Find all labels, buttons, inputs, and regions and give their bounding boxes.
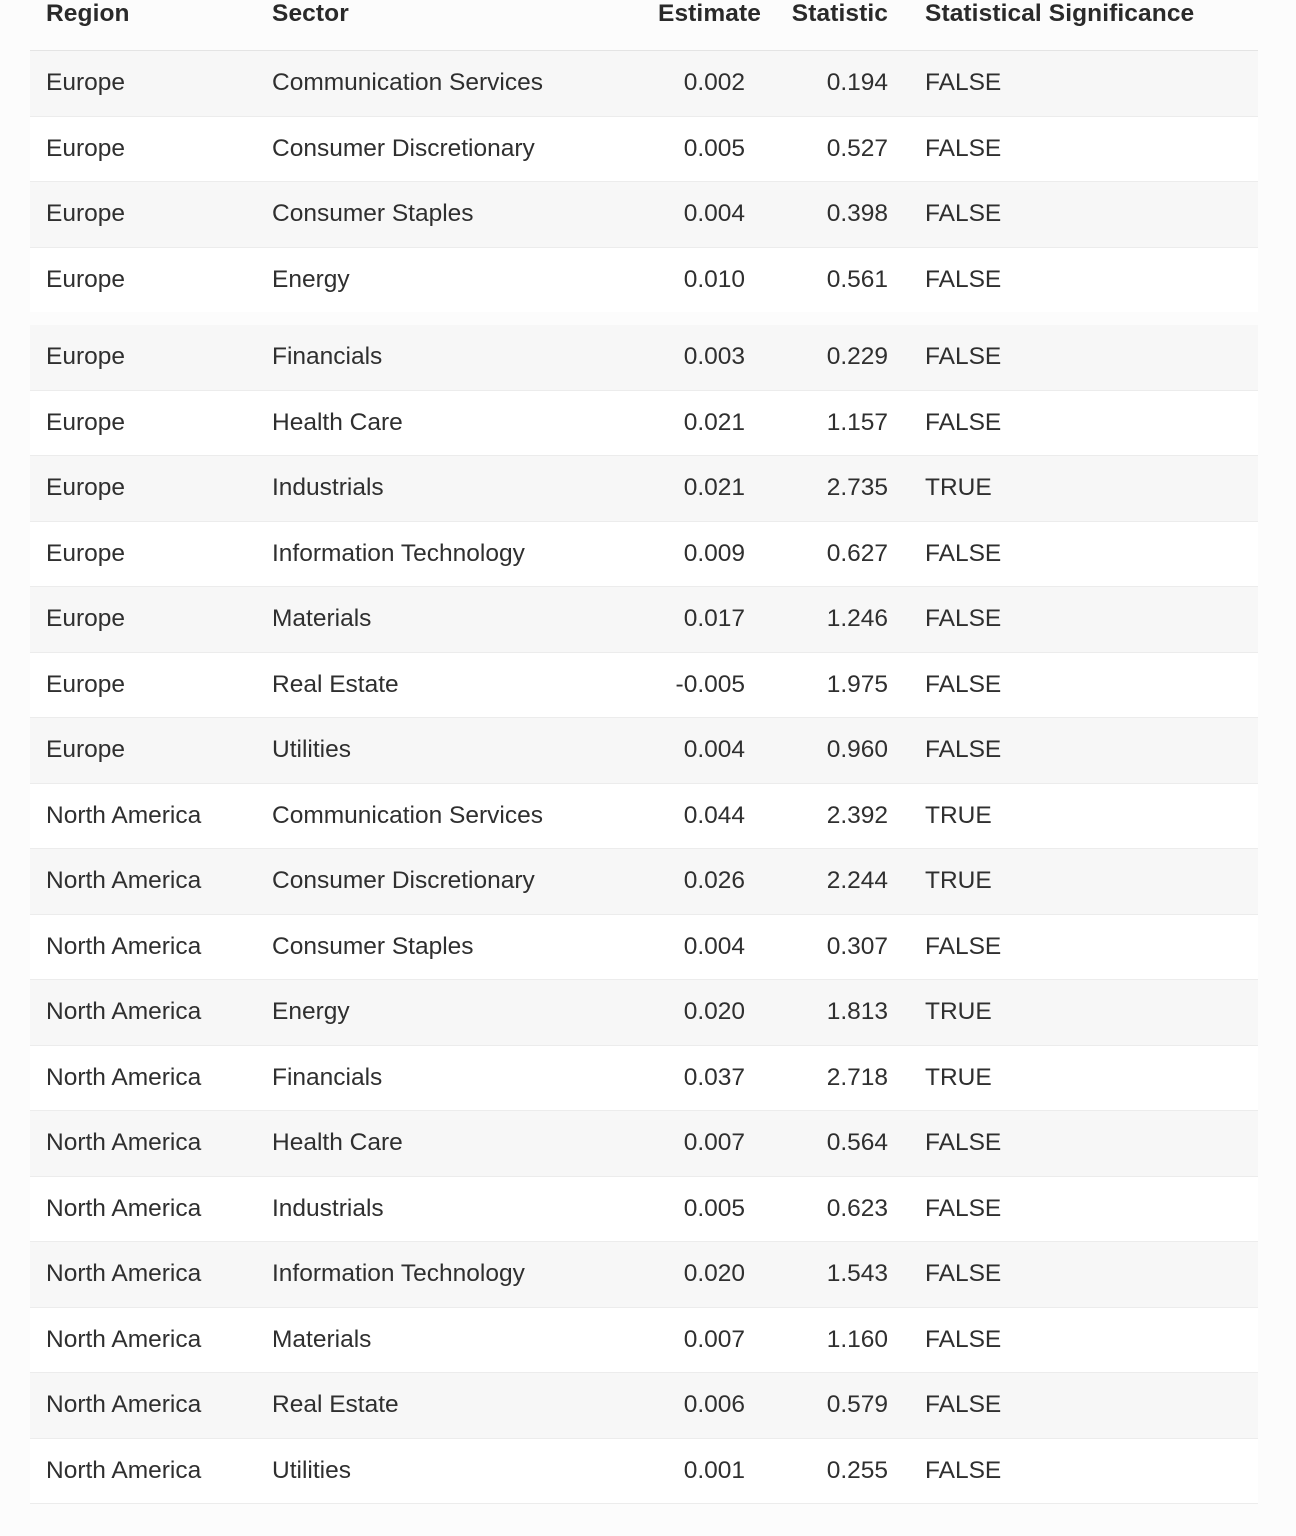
cell-statistic: 2.718 [759,1045,909,1111]
table-row[interactable] [30,182,1258,248]
table-row[interactable] [30,319,1258,391]
table-row[interactable] [30,1307,1258,1373]
cell-region: North America [30,914,258,980]
column-header-region[interactable]: Region [46,0,130,27]
column-header-statistic[interactable]: Statistic [791,0,888,27]
cell-statistical-significance: TRUE [909,849,1258,915]
cell-statistical-significance: FALSE [909,652,1258,718]
cell-statistical-significance: FALSE [909,1373,1258,1439]
table-row[interactable] [30,390,1258,456]
cell-statistical-significance: TRUE [909,980,1258,1046]
table-row[interactable] [30,521,1258,587]
cell-sector: Utilities [258,1438,658,1504]
column-header-sector[interactable]: Sector [272,0,349,27]
cell-region: Europe [30,51,258,117]
cell-region: Europe [30,116,258,182]
cell-region: Europe [30,521,258,587]
cell-sector: Communication Services [258,51,658,117]
cell-statistical-significance: FALSE [909,718,1258,784]
cell-estimate: 0.006 [658,1373,759,1439]
cell-estimate: 0.009 [658,521,759,587]
cell-statistical-significance: FALSE [909,1111,1258,1177]
cell-statistical-significance: FALSE [909,390,1258,456]
cell-statistical-significance: FALSE [909,247,1258,319]
cell-region: North America [30,1438,258,1504]
table-header [30,0,1258,51]
cell-statistical-significance: FALSE [909,182,1258,248]
cell-estimate: 0.004 [658,182,759,248]
cell-statistical-significance: TRUE [909,783,1258,849]
cell-statistic: 0.307 [759,914,909,980]
cell-estimate: 0.004 [658,718,759,784]
cell-region: North America [30,849,258,915]
cell-estimate: 0.003 [658,319,759,391]
cell-statistic: 0.398 [759,182,909,248]
table-row[interactable] [30,849,1258,915]
cell-estimate: -0.005 [658,652,759,718]
table-row[interactable] [30,1111,1258,1177]
cell-region: Europe [30,319,258,391]
regression-results-table [30,0,1258,1504]
table-header-row [30,0,1258,51]
cell-sector: Information Technology [258,521,658,587]
cell-statistical-significance: FALSE [909,1176,1258,1242]
cell-statistic: 0.564 [759,1111,909,1177]
cell-estimate: 0.021 [658,390,759,456]
cell-estimate: 0.021 [658,456,759,522]
cell-estimate: 0.044 [658,783,759,849]
cell-region: North America [30,1307,258,1373]
cell-statistic: 0.579 [759,1373,909,1439]
cell-statistic: 1.813 [759,980,909,1046]
cell-sector: Health Care [258,390,658,456]
table-row[interactable] [30,1438,1258,1504]
cell-estimate: 0.037 [658,1045,759,1111]
cell-statistic: 2.244 [759,849,909,915]
cell-estimate: 0.017 [658,587,759,653]
cell-statistic: 0.627 [759,521,909,587]
cell-statistic: 0.561 [759,247,909,319]
table-row[interactable] [30,718,1258,784]
column-header-estimate[interactable]: Estimate [658,0,761,27]
cell-region: Europe [30,718,258,784]
cell-statistic: 1.975 [759,652,909,718]
cell-statistical-significance: TRUE [909,456,1258,522]
cell-statistic: 0.527 [759,116,909,182]
cell-sector: Financials [258,1045,658,1111]
cell-statistic: 1.246 [759,587,909,653]
cell-statistic: 1.160 [759,1307,909,1373]
table-row[interactable] [30,247,1258,319]
table-row[interactable] [30,1242,1258,1308]
table-row[interactable] [30,456,1258,522]
cell-region: Europe [30,182,258,248]
cell-statistic: 0.623 [759,1176,909,1242]
cell-estimate: 0.002 [658,51,759,117]
cell-region: North America [30,1176,258,1242]
cell-statistic: 0.255 [759,1438,909,1504]
cell-sector: Materials [258,1307,658,1373]
table-row[interactable] [30,783,1258,849]
table-row[interactable] [30,1373,1258,1439]
table-row[interactable] [30,980,1258,1046]
cell-sector: Information Technology [258,1242,658,1308]
column-header-statistical-significance[interactable]: Statistical Significance [925,0,1195,27]
cell-statistical-significance: FALSE [909,319,1258,391]
cell-region: North America [30,1373,258,1439]
cell-statistic: 0.229 [759,319,909,391]
cell-estimate: 0.020 [658,980,759,1046]
cell-estimate: 0.007 [658,1307,759,1373]
table-row[interactable] [30,51,1258,117]
table-row[interactable] [30,1045,1258,1111]
cell-sector: Industrials [258,1176,658,1242]
cell-sector: Consumer Discretionary [258,849,658,915]
cell-sector: Energy [258,980,658,1046]
cell-region: North America [30,1045,258,1111]
cell-sector: Real Estate [258,652,658,718]
cell-estimate: 0.004 [658,914,759,980]
cell-sector: Communication Services [258,783,658,849]
cell-statistical-significance: FALSE [909,587,1258,653]
cell-statistical-significance: TRUE [909,1045,1258,1111]
cell-sector: Energy [258,247,658,319]
cell-statistic: 0.960 [759,718,909,784]
cell-region: North America [30,1111,258,1177]
cell-region: Europe [30,652,258,718]
cell-statistic: 1.543 [759,1242,909,1308]
cell-sector: Industrials [258,456,658,522]
cell-statistic: 2.392 [759,783,909,849]
cell-sector: Utilities [258,718,658,784]
cell-sector: Consumer Staples [258,182,658,248]
cell-sector: Consumer Discretionary [258,116,658,182]
cell-statistical-significance: FALSE [909,116,1258,182]
cell-estimate: 0.026 [658,849,759,915]
cell-statistical-significance: FALSE [909,521,1258,587]
cell-estimate: 0.005 [658,1176,759,1242]
cell-estimate: 0.007 [658,1111,759,1177]
table-row[interactable] [30,116,1258,182]
cell-statistical-significance: FALSE [909,914,1258,980]
cell-statistic: 2.735 [759,456,909,522]
cell-region: Europe [30,456,258,522]
cell-region: North America [30,1242,258,1308]
cell-statistical-significance: FALSE [909,51,1258,117]
cell-sector: Real Estate [258,1373,658,1439]
cell-region: Europe [30,587,258,653]
cell-region: North America [30,980,258,1046]
table-row[interactable] [30,1176,1258,1242]
cell-estimate: 0.001 [658,1438,759,1504]
cell-estimate: 0.005 [658,116,759,182]
table-row[interactable] [30,652,1258,718]
cell-statistical-significance: FALSE [909,1242,1258,1308]
cell-statistical-significance: FALSE [909,1307,1258,1373]
cell-estimate: 0.010 [658,247,759,319]
cell-sector: Financials [258,319,658,391]
cell-region: North America [30,783,258,849]
cell-region: Europe [30,390,258,456]
table-row[interactable] [30,587,1258,653]
cell-region: Europe [30,247,258,319]
cell-sector: Materials [258,587,658,653]
table-row[interactable] [30,914,1258,980]
cell-sector: Health Care [258,1111,658,1177]
cell-sector: Consumer Staples [258,914,658,980]
table-container [30,0,1258,1504]
table-body [30,51,1258,1504]
cell-statistic: 1.157 [759,390,909,456]
cell-estimate: 0.020 [658,1242,759,1308]
cell-statistical-significance: FALSE [909,1438,1258,1504]
cell-statistic: 0.194 [759,51,909,117]
